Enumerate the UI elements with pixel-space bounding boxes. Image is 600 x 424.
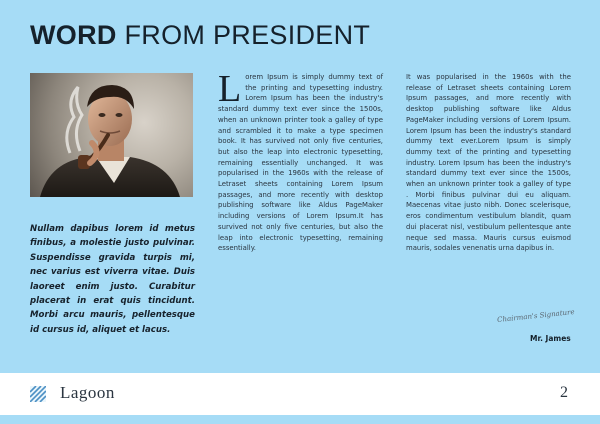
title-bold: WORD <box>30 20 117 50</box>
page-number: 2 <box>560 384 568 401</box>
handwritten-signature: Chairman's Signature <box>496 307 575 325</box>
drop-cap: L <box>218 68 242 110</box>
man-with-pipe-illustration <box>30 73 193 197</box>
footer-brand: Lagoon <box>60 383 115 402</box>
lagoon-logo-icon <box>30 386 46 402</box>
body-column-1 <box>218 68 383 254</box>
president-photo <box>30 73 193 197</box>
column-1-text: orem Ipsum is simply dummy text of the printing and typesetting industry. Lorem Ipsum has been the industry's standard dummy text ever since the 1500s, when an unknown printer took a galley of type and scrambled it to make a type specimen book. It has survived not only five centuries, but also the leap into electronic typesetting, remaining essentially unchanged. It was popularised in the 1960s with the release of Letraset sheets containing Lorem Ipsum passages, and more recently with desktop publishing software like Aldus PageMaker including versions of Lorem Ipsum.It has survived not only five centuries, but also the leap into electronic typesetting, remaining essentially. <box>218 73 383 253</box>
president-quote: Nullam dapibus lorem id metus finibus, a molestie justo pulvinar. Suspendisse gravida turpis mi, nec varius est viverra vitae. Duis laoreet enim justo. Curabitur placerat in erat quis tincidunt. Morbi arcu mauris, pellentesque id cursus id, aliquet et lacus. <box>30 224 195 335</box>
body-column-2: It was popularised in the 1960s with the release of Letraset sheets containing Lorem Ipsum passages, and more recently with desktop publishing software like Aldus PageMaker including versions of Lorem Ipsum. Lorem Ipsum has been the industry's standard dummy text ever.Lorem Ipsum is simply dummy text of the printing and typesetting industry. Lorem Ipsum has been the industry's standard dummy text ever since the 1500s, when an unknown printer took a galley of type . Morbi finibus pulvinar dui eu aliquam. Maecenas vitae justo nibh. Donec scelerisque, eros condimentum vestibulum blandit, quam dui placerat nisl, vestibulum pellentesque ante neque sed massa. Mauris cursus euismod mauris, sodales venenatis urna dapibus in. <box>406 73 571 253</box>
title-rest: FROM PRESIDENT <box>124 20 371 50</box>
footer-bar <box>0 373 600 415</box>
page-title <box>30 19 370 51</box>
signer-name: Mr. James <box>530 334 571 343</box>
